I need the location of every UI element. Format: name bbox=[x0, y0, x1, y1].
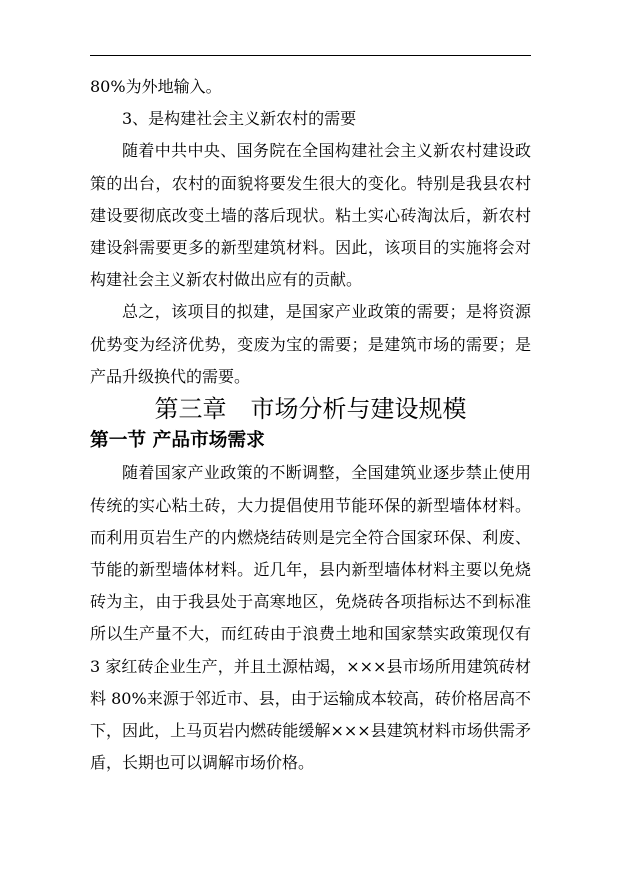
paragraph-new-countryside: 随着中共中央、国务院在全国构建社会主义新农村建设政策的出台，农村的面貌将要发生很大的变化。特别是我县农村建设要彻底改变土墙的落后现状。粘土实心砖淘汰后，新农村建设斜需要更多的新型建筑材料。因此，该项目的实施将会对构建社会主义新农村做出应有的贡献。 bbox=[90, 141, 531, 290]
chapter-title: 第三章 市场分析与建设规模 bbox=[154, 395, 467, 424]
header-rule bbox=[90, 55, 531, 56]
item-3-heading: 3、是构建社会主义新农村的需要 bbox=[122, 109, 357, 129]
section-title: 第一节 产品市场需求 bbox=[90, 430, 265, 452]
paragraph-summary: 总之，该项目的拟建，是国家产业政策的需要；是将资源优势变为经济优势，变废为宝的需要；是建筑市场的需要；是产品升级换代的需要。 bbox=[90, 302, 531, 386]
paragraph-market-demand: 随着国家产业政策的不断调整，全国建筑业逐步禁止使用传统的实心粘土砖，大力提倡使用节能环保的新型墙体材料。而利用页岩生产的内燃烧结砖则是完全符合国家环保、利废、节能的新型墙体材料。近几年，县内新型墙体材料主要以免烧砖为主，由于我县处于高寒地区，免烧砖各项指标达不到标准所以生产量不大，而红砖由于浪费土地和国家禁实政策现仅有 3 家红砖企业生产，并且土源枯竭，×××县市场所用建筑砖材料 80%来源于邻近市、县，由于运输成本较高，砖价格居高不下，因此，上马页岩内燃砖能缓解×××县建筑材料市场供需矛盾，长期也可以调解市场价格。 bbox=[90, 463, 531, 773]
document-body bbox=[90, 71, 531, 779]
paragraph-continued: 80%为外地输入。 bbox=[90, 77, 222, 96]
